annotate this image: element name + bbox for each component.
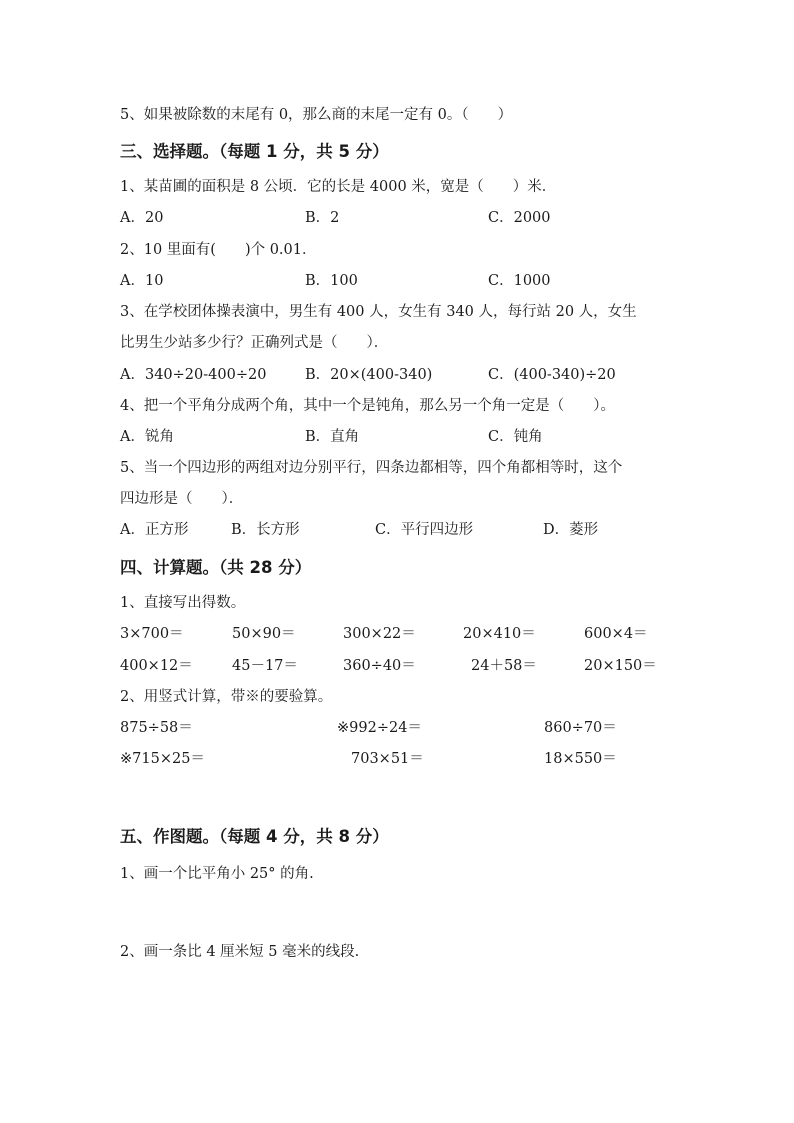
choice-q4-option-c: C．钝角 <box>488 429 543 445</box>
choice-q1-option-a: A．20 <box>120 210 164 226</box>
calc-q2-item: 875÷58＝ <box>120 720 193 736</box>
calc-q2-item: 18×550＝ <box>544 751 617 767</box>
calc-q1-item: 20×150＝ <box>584 658 657 674</box>
choice-q5-option-c: C．平行四边形 <box>375 522 474 538</box>
choice-q3-option-a: A．340÷20-400÷20 <box>120 367 267 383</box>
choice-q2-stem: 2、10 里面有( )个 0.01． <box>120 242 317 258</box>
choice-q3-option-c: C．(400-340)÷20 <box>488 367 616 383</box>
calc-q2-item: ※715×25＝ <box>120 751 205 767</box>
choice-q5-stem-line2: 四边形是（ ）． <box>120 491 244 507</box>
draw-q2: 2、画一条比 4 厘米短 5 毫米的线段. <box>120 944 360 960</box>
section-4-title: 四、计算题。（共 28 分） <box>120 558 312 577</box>
choice-q3-option-b: B．20×(400-340) <box>305 367 433 383</box>
calc-q1-item: 24＋58＝ <box>471 658 537 674</box>
calc-q1-item: 20×410＝ <box>463 626 536 642</box>
choice-q3-stem-line2: 比男生少站多少行？正确列式是（ ）． <box>120 335 389 351</box>
choice-q5-option-d: D．菱形 <box>543 522 599 538</box>
choice-q3-stem-line1: 3、在学校团体操表演中，男生有 400 人，女生有 340 人，每行站 20 人，女生 <box>120 304 637 320</box>
draw-q1: 1、画一个比平角小 25° 的角. <box>120 866 314 882</box>
calc-q2-stem: 2、用竖式计算，带※的要验算。 <box>120 689 333 705</box>
section-5-title: 五、作图题。（每题 4 分，共 8 分） <box>120 827 389 846</box>
choice-q2-option-b: B．100 <box>305 273 358 289</box>
choice-q1-option-c: C．2000 <box>488 210 551 226</box>
choice-q5-option-b: B．长方形 <box>231 522 300 538</box>
calc-q1-item: 400×12＝ <box>120 658 193 674</box>
calc-q2-item: ※992÷24＝ <box>337 720 422 736</box>
choice-q4-stem: 4、把一个平角分成两个角，其中一个是钝角，那么另一个角一定是（ ）。 <box>120 398 615 414</box>
choice-q5-stem-line1: 5、当一个四边形的两组对边分别平行，四条边都相等，四个角都相等时，这个 <box>120 460 623 476</box>
calc-q1-item: 3×700＝ <box>120 626 184 642</box>
choice-q2-option-c: C．1000 <box>488 273 551 289</box>
choice-q2-option-a: A．10 <box>120 273 164 289</box>
choice-q1-stem: 1、某苗圃的面积是 8 公顷．它的长是 4000 米，宽是（ ）米． <box>120 179 557 195</box>
calc-q1-item: 50×90＝ <box>232 626 296 642</box>
calc-q2-item: 860÷70＝ <box>544 720 617 736</box>
calc-q1-item: 300×22＝ <box>343 626 416 642</box>
section-3-title: 三、选择题。（每题 1 分，共 5 分） <box>120 142 389 161</box>
judge-question-5: 5、如果被除数的末尾有 0，那么商的末尾一定有 0。（ ） <box>120 107 513 123</box>
calc-q2-item: 703×51＝ <box>351 751 424 767</box>
calc-q1-item: 360÷40＝ <box>343 658 416 674</box>
choice-q4-option-a: A．锐角 <box>120 429 174 445</box>
choice-q5-option-a: A．正方形 <box>120 522 189 538</box>
choice-q4-option-b: B．直角 <box>305 429 360 445</box>
choice-q1-option-b: B．2 <box>305 210 340 226</box>
calc-q1-item: 600×4＝ <box>584 626 648 642</box>
calc-q1-item: 45－17＝ <box>232 658 298 674</box>
calc-q1-stem: 1、直接写出得数。 <box>120 595 246 611</box>
